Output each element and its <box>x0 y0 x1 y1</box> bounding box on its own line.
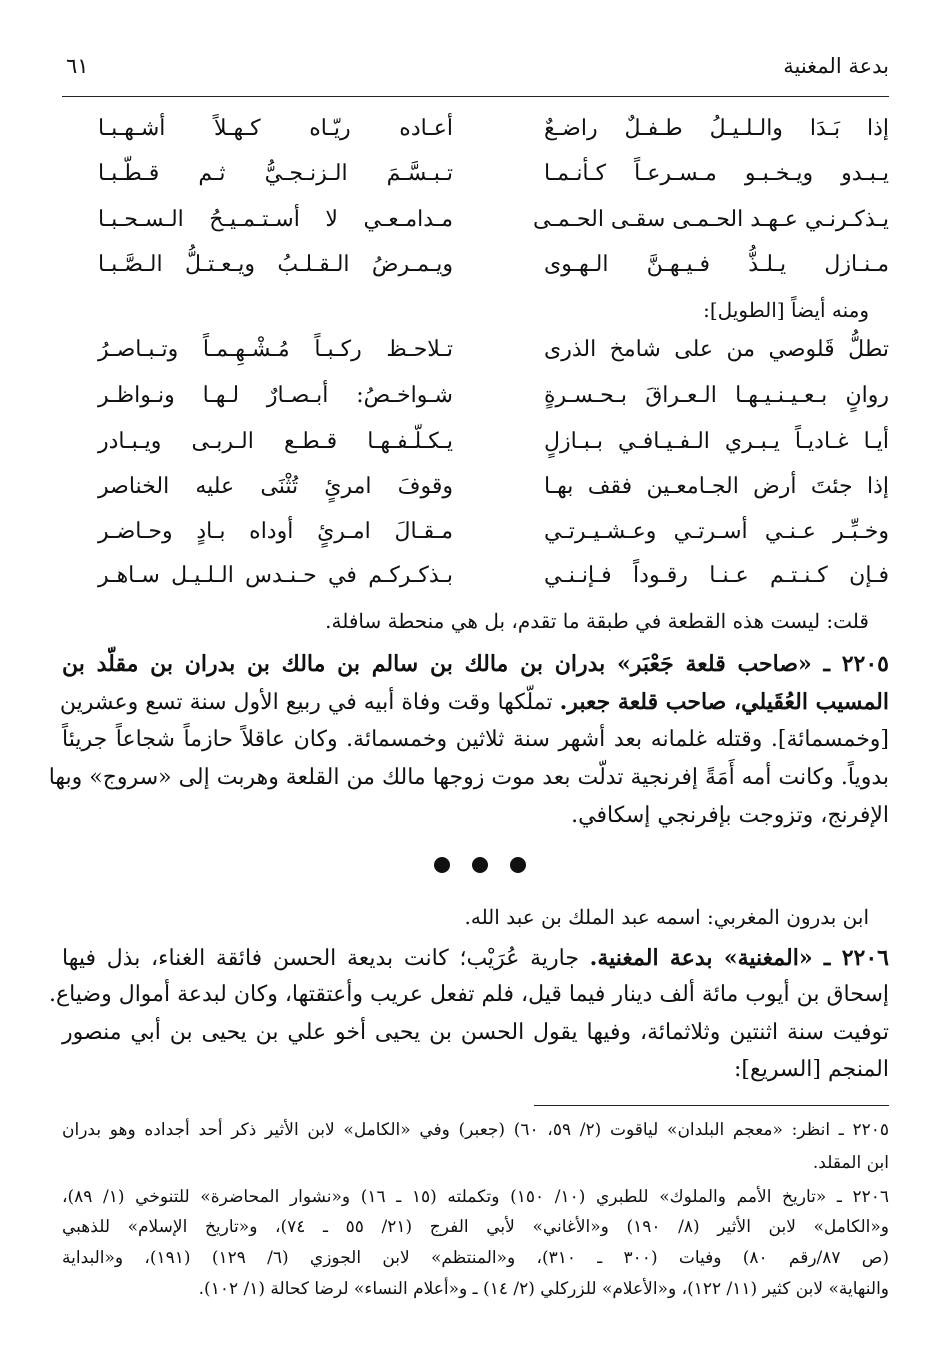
hemistich-first: يـبـدو ويـخـبـو مـسـرعـاً كـأنـمـا <box>544 161 889 186</box>
hemistich-second: شـواخـصُ: أبـصـارٌ لـهـا ونـواظـر <box>98 383 453 408</box>
poem2-verse-5 <box>98 519 889 559</box>
footnote-2206-line-1: ٢٢٠٦ ـ «تاريخ الأمم والملوك» للطبري (١٠/ ١٥٠) وتكملته (١٥ ـ ١٦) و«نشوار المحاضرة» للتنوخي (١/ ٨٩)، <box>62 1187 890 1207</box>
cross-reference: ابن بدرون المغربي: اسمه عبد الملك بن عبد الله. <box>464 905 869 929</box>
poem2-verse-1 <box>98 337 889 377</box>
separator-dot <box>510 857 526 873</box>
entry-2205-text: تملّكها وقت وفاة أبيه في ربيع الأول سنة تسع وعشرين <box>59 690 560 715</box>
separator-dot <box>472 857 488 873</box>
entry-2205-subject: المسيب العُقَيلي، صاحب قلعة جعبر. <box>559 689 889 715</box>
hemistich-first: روانٍ بـعـيـنـيـهـا الـعـراقَ بـحـسـرةٍ <box>544 383 889 408</box>
entry-2206-line-1 <box>62 945 889 971</box>
editor-note: قلت: ليست هذه القطعة في طبقة ما تقدم، بل هي منحطة سافلة. <box>325 609 869 633</box>
poem1-verse-1 <box>98 116 889 156</box>
entry-2205-line-5: الإفرنج، وتزوجت بإفرنجي إسكافي. <box>571 803 889 828</box>
poem2-verse-4 <box>98 474 889 514</box>
footnote-2205-line-2: ابن المقلد. <box>812 1153 889 1173</box>
hemistich-second: أعـاده ريّـاه كـهـلاً أشـهـبـا <box>98 116 453 141</box>
hemistich-second: مـقـالَ امـرئٍ أوداه بـادٍ وحـاضـر <box>98 519 453 544</box>
entry-2206-line-3: توفيت سنة اثنتين وثلاثمائة، وفيها يقول الحسن بن يحيى أخو علي بن يحيى بن أبي منصور <box>62 1020 889 1045</box>
hemistich-second: بـذكـركـم في حـنـدس الـلـيـل سـاهـر <box>98 563 453 588</box>
entry-2206-text: جارية عُرَيْب؛ كانت بديعة الحسن فائقة الغناء، بذل فيها <box>62 946 590 971</box>
running-head-title: بدعة المغنية <box>783 54 889 78</box>
entry-2205-line-1: ٢٢٠٥ ـ «صاحب قلعة جَعْبَر» بدران بن مالك بن سالم بن مالك بن بدران بن مقلّد بن <box>62 651 889 677</box>
footnote-rule <box>534 1105 889 1106</box>
hemistich-first: تطلُّ قَلوصي من على شامخ الذرى <box>544 337 889 362</box>
hemistich-second: تـبـسَّـمَ الـزنـجـيُّ ثـم قـطّـبـا <box>98 161 453 186</box>
entry-2205-line-4: بدوياً. وكانت أمه أَمَةً إفرنجية تدلّت بعد موت زوجها مالك من القلعة وهربت إلى «سروج» وبها <box>48 765 889 790</box>
footnote-2206-line-4: والنهاية» لابن كثير (١١/ ١٢٢)، و«الأعلام» للزركلي (٢/ ١٤) ـ و«أعلام النساء» لرضا كحالة (١/ ١٠٢). <box>198 1279 889 1299</box>
poem1-verse-3 <box>98 207 889 247</box>
header-rule <box>62 96 889 97</box>
hemistich-first: يـذكـرنـي عـهـد الحـمـى سقـى الحـمـى <box>532 207 889 232</box>
hemistich-first: إذا بَـدَا والـلـيـلُ طـفـلٌ راضـعٌ <box>544 116 889 141</box>
entry-2206-line-4: المنجم [السريع]: <box>734 1057 889 1082</box>
separator-dot <box>434 857 450 873</box>
hemistich-second: ويـمـرضُ الـقـلـبُ ويـعـتـلُّ الـصَّـبـا <box>98 252 453 277</box>
page-number: ٦١ <box>66 54 89 78</box>
poem1-verse-2 <box>98 161 889 201</box>
section-separator <box>430 855 530 877</box>
hemistich-first: إذا جئتَ أرض الجـامعـين فقف بهـا <box>544 474 889 499</box>
poem2-intro: ومنه أيضاً [الطويل]: <box>703 298 869 322</box>
hemistich-second: تـلاحـظ ركـبـاً مُـشْـهِـمـاً وتـبـاصـرُ <box>98 337 453 362</box>
hemistich-first: مـنـازل يـلـذُّ فـيـهـنَّ الـهـوى <box>544 252 889 277</box>
poem2-verse-2 <box>98 383 889 423</box>
footnote-2205-line-1: ٢٢٠٥ ـ انظر: «معجم البلدان» لياقوت (٢/ ٥٩، ٦٠) (جعبر) وفي «الكامل» لابن الأثير ذكر أحد أجداده وهو بدران <box>62 1120 890 1140</box>
entry-2206-line-2: إسحاق بن أيوب مائة ألف دينار فيما قيل، فلم تفعل عريب وأعتقتها، وكان لبدعة أموال وضياع. <box>48 982 889 1007</box>
hemistich-first: أيـا غـاديـاً يـبـري الـفـيـافـي بـبـازلٍ <box>544 429 889 454</box>
entry-2205-line-3: [وخمسمائة]. وقتله غلمانه بعد أشهر سنة ثلاثين وخمسمائة. وكان عاقلاً حازماً شجاعاً جريئاً <box>62 727 889 752</box>
hemistich-second: وقوفَ امرئٍ تُثْنَى عليه الخناصر <box>98 474 453 499</box>
footnote-2206-line-3: (ص ٨٧/رقم ٨٠) وفيات (٣٠٠ ـ ٣١٠)، و«المنتظم» لابن الجوزي (٦/ ١٢٩) (١٩١)، و«البداية <box>62 1248 889 1268</box>
hemistich-first: وخـبِّـر عـنـي أسـرتـي وعـشـيـرتـي <box>544 519 889 544</box>
footnote-2206-line-2: و«الكامل» لابن الأثير (٨/ ١٩٠) و«الأغاني» لأبي الفرج (٢١/ ٥٥ ـ ٧٤)، و«تاريخ الإسلام» للذهبي <box>62 1217 889 1237</box>
entry-2205-line-2 <box>59 689 889 715</box>
poem2-verse-3 <box>98 429 889 469</box>
hemistich-first: فـإن كـنـتـم عـنـا رقـوداً فـإنـنـي <box>544 563 889 588</box>
hemistich-second: مـدامـعـي لا أسـتـمـيـحُ الـسـحـبـا <box>98 207 453 232</box>
poem2-verse-6 <box>98 563 889 603</box>
poem1-verse-4 <box>98 252 889 292</box>
entry-2206-subject: ٢٢٠٦ ـ «المغنية» بدعة المغنية. <box>589 945 889 971</box>
hemistich-second: يـكـلّـفـهـا قـطـع الـربـى ويـبـادر <box>98 429 453 454</box>
